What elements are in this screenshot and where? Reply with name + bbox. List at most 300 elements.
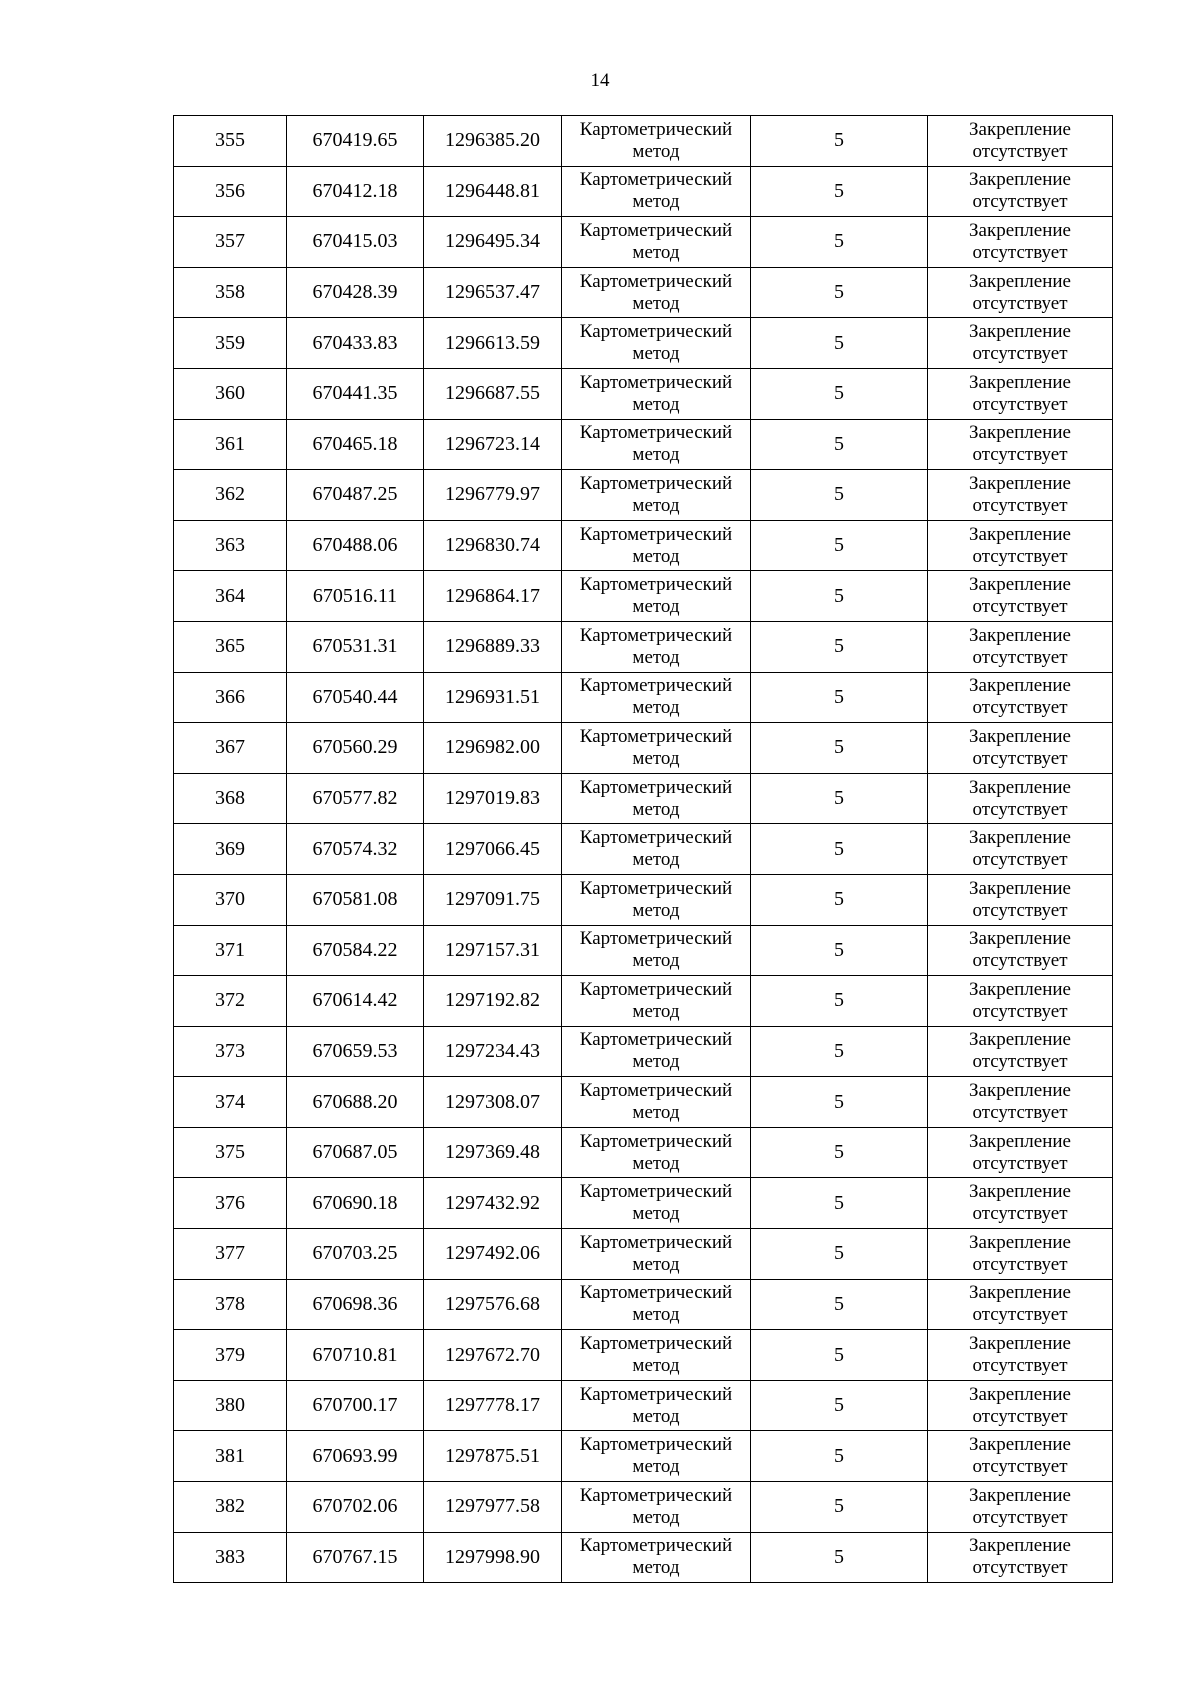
method-cell-line2: метод xyxy=(632,950,680,972)
accuracy-cell: 5 xyxy=(751,1229,928,1280)
point-number-cell: 363 xyxy=(174,520,287,571)
method-cell xyxy=(562,116,751,167)
accuracy-cell: 5 xyxy=(751,1380,928,1431)
x-coordinate-cell: 670659.53 xyxy=(287,1026,424,1077)
y-coordinate-cell: 1296537.47 xyxy=(424,267,562,318)
method-cell-line2: метод xyxy=(632,1102,680,1124)
method-cell-line1: Картометрический xyxy=(579,523,733,545)
y-coordinate-cell: 1297875.51 xyxy=(424,1431,562,1482)
point-number-cell: 364 xyxy=(174,571,287,622)
fixing-cell-line1: Закрепление xyxy=(969,321,1071,343)
table-row xyxy=(174,116,1113,167)
method-cell xyxy=(562,1482,751,1533)
table-row xyxy=(174,368,1113,419)
fixing-cell xyxy=(928,1077,1113,1128)
table-row xyxy=(174,773,1113,824)
method-cell xyxy=(562,621,751,672)
fixing-cell-line1: Закрепление xyxy=(969,219,1071,241)
y-coordinate-cell: 1297998.90 xyxy=(424,1532,562,1583)
fixing-cell xyxy=(928,1026,1113,1077)
fixing-cell xyxy=(928,520,1113,571)
y-coordinate-cell: 1297432.92 xyxy=(424,1178,562,1229)
method-cell-line1: Картометрический xyxy=(579,877,733,899)
table-row xyxy=(174,470,1113,521)
method-cell-line1: Картометрический xyxy=(579,624,733,646)
fixing-cell-line1: Закрепление xyxy=(969,422,1071,444)
fixing-cell-line2: отсутствует xyxy=(972,1304,1068,1326)
fixing-cell-line1: Закрепление xyxy=(969,928,1071,950)
accuracy-cell: 5 xyxy=(751,470,928,521)
coordinates-table-body xyxy=(174,116,1113,1583)
fixing-cell-line2: отсутствует xyxy=(972,1152,1068,1174)
fixing-cell xyxy=(928,874,1113,925)
method-cell-line1: Картометрический xyxy=(579,422,733,444)
fixing-cell xyxy=(928,1229,1113,1280)
point-number-cell: 370 xyxy=(174,874,287,925)
method-cell xyxy=(562,368,751,419)
y-coordinate-cell: 1297019.83 xyxy=(424,773,562,824)
fixing-cell xyxy=(928,267,1113,318)
table-row xyxy=(174,1279,1113,1330)
method-cell xyxy=(562,1380,751,1431)
fixing-cell-line2: отсутствует xyxy=(972,1506,1068,1528)
method-cell xyxy=(562,824,751,875)
x-coordinate-cell: 670710.81 xyxy=(287,1330,424,1381)
method-cell-line1: Картометрический xyxy=(579,675,733,697)
method-cell-line2: метод xyxy=(632,191,680,213)
x-coordinate-cell: 670415.03 xyxy=(287,217,424,268)
table-row xyxy=(174,166,1113,217)
point-number-cell: 367 xyxy=(174,723,287,774)
fixing-cell xyxy=(928,925,1113,976)
table-row xyxy=(174,621,1113,672)
fixing-cell-line2: отсутствует xyxy=(972,1203,1068,1225)
accuracy-cell: 5 xyxy=(751,621,928,672)
method-cell-line2: метод xyxy=(632,343,680,365)
point-number-cell: 371 xyxy=(174,925,287,976)
point-number-cell: 375 xyxy=(174,1127,287,1178)
point-number-cell: 357 xyxy=(174,217,287,268)
y-coordinate-cell: 1296613.59 xyxy=(424,318,562,369)
fixing-cell-line2: отсутствует xyxy=(972,747,1068,769)
method-cell-line2: метод xyxy=(632,1000,680,1022)
y-coordinate-cell: 1297308.07 xyxy=(424,1077,562,1128)
y-coordinate-cell: 1296982.00 xyxy=(424,723,562,774)
x-coordinate-cell: 670577.82 xyxy=(287,773,424,824)
fixing-cell xyxy=(928,368,1113,419)
method-cell-line2: метод xyxy=(632,1355,680,1377)
fixing-cell xyxy=(928,1127,1113,1178)
y-coordinate-cell: 1297778.17 xyxy=(424,1380,562,1431)
fixing-cell-line2: отсутствует xyxy=(972,241,1068,263)
table-row xyxy=(174,672,1113,723)
method-cell-line2: метод xyxy=(632,596,680,618)
fixing-cell-line1: Закрепление xyxy=(969,371,1071,393)
fixing-cell-line2: отсутствует xyxy=(972,494,1068,516)
fixing-cell-line2: отсутствует xyxy=(972,646,1068,668)
fixing-cell-line1: Закрепление xyxy=(969,118,1071,140)
fixing-cell-line2: отсутствует xyxy=(972,393,1068,415)
fixing-cell-line2: отсутствует xyxy=(972,849,1068,871)
fixing-cell-line1: Закрепление xyxy=(969,472,1071,494)
fixing-cell-line1: Закрепление xyxy=(969,1282,1071,1304)
fixing-cell-line1: Закрепление xyxy=(969,1434,1071,1456)
method-cell-line2: метод xyxy=(632,697,680,719)
fixing-cell-line2: отсутствует xyxy=(972,1405,1068,1427)
y-coordinate-cell: 1297576.68 xyxy=(424,1279,562,1330)
method-cell xyxy=(562,571,751,622)
table-row xyxy=(174,1026,1113,1077)
accuracy-cell: 5 xyxy=(751,267,928,318)
fixing-cell xyxy=(928,318,1113,369)
method-cell-line2: метод xyxy=(632,1405,680,1427)
table-row xyxy=(174,318,1113,369)
fixing-cell-line2: отсутствует xyxy=(972,191,1068,213)
fixing-cell-line2: отсутствует xyxy=(972,1355,1068,1377)
fixing-cell xyxy=(928,1431,1113,1482)
method-cell xyxy=(562,419,751,470)
y-coordinate-cell: 1297234.43 xyxy=(424,1026,562,1077)
table-row xyxy=(174,1127,1113,1178)
method-cell xyxy=(562,1532,751,1583)
table-row xyxy=(174,723,1113,774)
x-coordinate-cell: 670614.42 xyxy=(287,976,424,1027)
table-row xyxy=(174,1229,1113,1280)
method-cell xyxy=(562,217,751,268)
table-row xyxy=(174,1330,1113,1381)
fixing-cell-line1: Закрепление xyxy=(969,1333,1071,1355)
fixing-cell xyxy=(928,1380,1113,1431)
method-cell-line1: Картометрический xyxy=(579,169,733,191)
method-cell-line1: Картометрический xyxy=(579,928,733,950)
method-cell-line1: Картометрический xyxy=(579,1080,733,1102)
y-coordinate-cell: 1296889.33 xyxy=(424,621,562,672)
y-coordinate-cell: 1297192.82 xyxy=(424,976,562,1027)
point-number-cell: 383 xyxy=(174,1532,287,1583)
accuracy-cell: 5 xyxy=(751,1026,928,1077)
method-cell-line2: метод xyxy=(632,393,680,415)
table-row xyxy=(174,1482,1113,1533)
y-coordinate-cell: 1296385.20 xyxy=(424,116,562,167)
y-coordinate-cell: 1296495.34 xyxy=(424,217,562,268)
method-cell-line2: метод xyxy=(632,140,680,162)
x-coordinate-cell: 670703.25 xyxy=(287,1229,424,1280)
fixing-cell-line1: Закрепление xyxy=(969,1029,1071,1051)
fixing-cell-line1: Закрепление xyxy=(969,675,1071,697)
fixing-cell-line2: отсутствует xyxy=(972,1456,1068,1478)
table-row xyxy=(174,267,1113,318)
accuracy-cell: 5 xyxy=(751,318,928,369)
accuracy-cell: 5 xyxy=(751,925,928,976)
accuracy-cell: 5 xyxy=(751,1127,928,1178)
method-cell xyxy=(562,1431,751,1482)
y-coordinate-cell: 1296723.14 xyxy=(424,419,562,470)
accuracy-cell: 5 xyxy=(751,824,928,875)
method-cell xyxy=(562,925,751,976)
method-cell-line2: метод xyxy=(632,1203,680,1225)
method-cell-line2: метод xyxy=(632,1506,680,1528)
y-coordinate-cell: 1296779.97 xyxy=(424,470,562,521)
method-cell-line1: Картометрический xyxy=(579,321,733,343)
fixing-cell-line2: отсутствует xyxy=(972,1102,1068,1124)
method-cell-line1: Картометрический xyxy=(579,1282,733,1304)
fixing-cell-line1: Закрепление xyxy=(969,725,1071,747)
method-cell-line2: метод xyxy=(632,494,680,516)
accuracy-cell: 5 xyxy=(751,1077,928,1128)
x-coordinate-cell: 670428.39 xyxy=(287,267,424,318)
method-cell-line2: метод xyxy=(632,798,680,820)
method-cell xyxy=(562,1077,751,1128)
x-coordinate-cell: 670690.18 xyxy=(287,1178,424,1229)
accuracy-cell: 5 xyxy=(751,1431,928,1482)
fixing-cell-line1: Закрепление xyxy=(969,1231,1071,1253)
accuracy-cell: 5 xyxy=(751,1482,928,1533)
point-number-cell: 381 xyxy=(174,1431,287,1482)
point-number-cell: 373 xyxy=(174,1026,287,1077)
x-coordinate-cell: 670412.18 xyxy=(287,166,424,217)
fixing-cell-line2: отсутствует xyxy=(972,697,1068,719)
x-coordinate-cell: 670487.25 xyxy=(287,470,424,521)
method-cell-line1: Картометрический xyxy=(579,1535,733,1557)
table-row xyxy=(174,1178,1113,1229)
fixing-cell-line1: Закрепление xyxy=(969,523,1071,545)
fixing-cell xyxy=(928,1279,1113,1330)
method-cell-line2: метод xyxy=(632,747,680,769)
accuracy-cell: 5 xyxy=(751,419,928,470)
fixing-cell xyxy=(928,1532,1113,1583)
point-number-cell: 362 xyxy=(174,470,287,521)
fixing-cell-line1: Закрепление xyxy=(969,624,1071,646)
method-cell xyxy=(562,1026,751,1077)
y-coordinate-cell: 1296931.51 xyxy=(424,672,562,723)
method-cell-line1: Картометрический xyxy=(579,776,733,798)
point-number-cell: 360 xyxy=(174,368,287,419)
fixing-cell-line1: Закрепление xyxy=(969,978,1071,1000)
accuracy-cell: 5 xyxy=(751,217,928,268)
fixing-cell xyxy=(928,621,1113,672)
method-cell-line2: метод xyxy=(632,849,680,871)
fixing-cell-line1: Закрепление xyxy=(969,574,1071,596)
x-coordinate-cell: 670700.17 xyxy=(287,1380,424,1431)
table-row xyxy=(174,1380,1113,1431)
y-coordinate-cell: 1296830.74 xyxy=(424,520,562,571)
accuracy-cell: 5 xyxy=(751,1532,928,1583)
fixing-cell xyxy=(928,672,1113,723)
fixing-cell-line2: отсутствует xyxy=(972,1253,1068,1275)
x-coordinate-cell: 670531.31 xyxy=(287,621,424,672)
method-cell-line1: Картометрический xyxy=(579,1181,733,1203)
method-cell xyxy=(562,267,751,318)
method-cell xyxy=(562,874,751,925)
method-cell-line1: Картометрический xyxy=(579,1130,733,1152)
fixing-cell-line2: отсутствует xyxy=(972,950,1068,972)
method-cell-line2: метод xyxy=(632,444,680,466)
y-coordinate-cell: 1297369.48 xyxy=(424,1127,562,1178)
point-number-cell: 382 xyxy=(174,1482,287,1533)
method-cell-line1: Картометрический xyxy=(579,472,733,494)
accuracy-cell: 5 xyxy=(751,166,928,217)
table-row xyxy=(174,1077,1113,1128)
method-cell xyxy=(562,1330,751,1381)
accuracy-cell: 5 xyxy=(751,1178,928,1229)
table-row xyxy=(174,1431,1113,1482)
y-coordinate-cell: 1297066.45 xyxy=(424,824,562,875)
accuracy-cell: 5 xyxy=(751,976,928,1027)
fixing-cell-line2: отсутствует xyxy=(972,1557,1068,1579)
method-cell xyxy=(562,723,751,774)
fixing-cell xyxy=(928,1330,1113,1381)
accuracy-cell: 5 xyxy=(751,571,928,622)
method-cell-line2: метод xyxy=(632,545,680,567)
table-row xyxy=(174,520,1113,571)
method-cell-line1: Картометрический xyxy=(579,827,733,849)
table-row xyxy=(174,925,1113,976)
method-cell-line2: метод xyxy=(632,241,680,263)
accuracy-cell: 5 xyxy=(751,723,928,774)
method-cell-line1: Картометрический xyxy=(579,1383,733,1405)
method-cell xyxy=(562,1279,751,1330)
method-cell xyxy=(562,672,751,723)
point-number-cell: 372 xyxy=(174,976,287,1027)
x-coordinate-cell: 670702.06 xyxy=(287,1482,424,1533)
table-row xyxy=(174,217,1113,268)
accuracy-cell: 5 xyxy=(751,520,928,571)
method-cell xyxy=(562,1229,751,1280)
method-cell xyxy=(562,1178,751,1229)
fixing-cell-line2: отсутствует xyxy=(972,545,1068,567)
method-cell xyxy=(562,1127,751,1178)
point-number-cell: 359 xyxy=(174,318,287,369)
method-cell-line1: Картометрический xyxy=(579,371,733,393)
y-coordinate-cell: 1297157.31 xyxy=(424,925,562,976)
fixing-cell-line1: Закрепление xyxy=(969,1484,1071,1506)
fixing-cell xyxy=(928,1482,1113,1533)
fixing-cell-line2: отсутствует xyxy=(972,798,1068,820)
accuracy-cell: 5 xyxy=(751,116,928,167)
fixing-cell xyxy=(928,723,1113,774)
table-row xyxy=(174,419,1113,470)
x-coordinate-cell: 670560.29 xyxy=(287,723,424,774)
x-coordinate-cell: 670581.08 xyxy=(287,874,424,925)
method-cell-line1: Картометрический xyxy=(579,978,733,1000)
x-coordinate-cell: 670693.99 xyxy=(287,1431,424,1482)
fixing-cell-line1: Закрепление xyxy=(969,1535,1071,1557)
fixing-cell xyxy=(928,824,1113,875)
table-row xyxy=(174,571,1113,622)
method-cell-line2: метод xyxy=(632,646,680,668)
fixing-cell-line1: Закрепление xyxy=(969,1383,1071,1405)
method-cell-line2: метод xyxy=(632,899,680,921)
fixing-cell xyxy=(928,470,1113,521)
accuracy-cell: 5 xyxy=(751,1330,928,1381)
fixing-cell xyxy=(928,166,1113,217)
fixing-cell xyxy=(928,1178,1113,1229)
point-number-cell: 369 xyxy=(174,824,287,875)
method-cell-line2: метод xyxy=(632,1051,680,1073)
method-cell-line2: метод xyxy=(632,1456,680,1478)
fixing-cell xyxy=(928,116,1113,167)
point-number-cell: 358 xyxy=(174,267,287,318)
page-number: 14 xyxy=(590,70,610,91)
y-coordinate-cell: 1297492.06 xyxy=(424,1229,562,1280)
fixing-cell-line1: Закрепление xyxy=(969,1181,1071,1203)
y-coordinate-cell: 1296687.55 xyxy=(424,368,562,419)
fixing-cell-line1: Закрепление xyxy=(969,1130,1071,1152)
x-coordinate-cell: 670688.20 xyxy=(287,1077,424,1128)
fixing-cell-line2: отсутствует xyxy=(972,292,1068,314)
x-coordinate-cell: 670419.65 xyxy=(287,116,424,167)
method-cell-line2: метод xyxy=(632,1557,680,1579)
table-row xyxy=(174,1532,1113,1583)
x-coordinate-cell: 670687.05 xyxy=(287,1127,424,1178)
point-number-cell: 374 xyxy=(174,1077,287,1128)
fixing-cell xyxy=(928,976,1113,1027)
fixing-cell xyxy=(928,571,1113,622)
accuracy-cell: 5 xyxy=(751,1279,928,1330)
method-cell xyxy=(562,318,751,369)
point-number-cell: 378 xyxy=(174,1279,287,1330)
fixing-cell-line1: Закрепление xyxy=(969,169,1071,191)
method-cell-line1: Картометрический xyxy=(579,270,733,292)
fixing-cell xyxy=(928,773,1113,824)
point-number-cell: 379 xyxy=(174,1330,287,1381)
fixing-cell-line2: отсутствует xyxy=(972,596,1068,618)
fixing-cell-line1: Закрепление xyxy=(969,1080,1071,1102)
x-coordinate-cell: 670767.15 xyxy=(287,1532,424,1583)
point-number-cell: 366 xyxy=(174,672,287,723)
point-number-cell: 356 xyxy=(174,166,287,217)
method-cell xyxy=(562,166,751,217)
point-number-cell: 380 xyxy=(174,1380,287,1431)
fixing-cell-line2: отсутствует xyxy=(972,343,1068,365)
x-coordinate-cell: 670488.06 xyxy=(287,520,424,571)
fixing-cell-line2: отсутствует xyxy=(972,1000,1068,1022)
fixing-cell xyxy=(928,217,1113,268)
accuracy-cell: 5 xyxy=(751,773,928,824)
method-cell-line1: Картометрический xyxy=(579,574,733,596)
fixing-cell-line2: отсутствует xyxy=(972,1051,1068,1073)
method-cell xyxy=(562,470,751,521)
fixing-cell-line2: отсутствует xyxy=(972,899,1068,921)
y-coordinate-cell: 1296448.81 xyxy=(424,166,562,217)
x-coordinate-cell: 670465.18 xyxy=(287,419,424,470)
x-coordinate-cell: 670441.35 xyxy=(287,368,424,419)
y-coordinate-cell: 1297672.70 xyxy=(424,1330,562,1381)
fixing-cell-line1: Закрепление xyxy=(969,827,1071,849)
x-coordinate-cell: 670433.83 xyxy=(287,318,424,369)
accuracy-cell: 5 xyxy=(751,874,928,925)
method-cell xyxy=(562,976,751,1027)
accuracy-cell: 5 xyxy=(751,368,928,419)
fixing-cell-line1: Закрепление xyxy=(969,270,1071,292)
method-cell-line1: Картометрический xyxy=(579,219,733,241)
method-cell-line1: Картометрический xyxy=(579,725,733,747)
method-cell xyxy=(562,520,751,571)
point-number-cell: 377 xyxy=(174,1229,287,1280)
point-number-cell: 361 xyxy=(174,419,287,470)
method-cell-line1: Картометрический xyxy=(579,118,733,140)
x-coordinate-cell: 670540.44 xyxy=(287,672,424,723)
x-coordinate-cell: 670574.32 xyxy=(287,824,424,875)
method-cell xyxy=(562,773,751,824)
fixing-cell-line2: отсутствует xyxy=(972,444,1068,466)
y-coordinate-cell: 1297091.75 xyxy=(424,874,562,925)
method-cell-line2: метод xyxy=(632,292,680,314)
coordinates-table xyxy=(173,115,1113,1583)
y-coordinate-cell: 1296864.17 xyxy=(424,571,562,622)
point-number-cell: 376 xyxy=(174,1178,287,1229)
method-cell-line1: Картометрический xyxy=(579,1029,733,1051)
